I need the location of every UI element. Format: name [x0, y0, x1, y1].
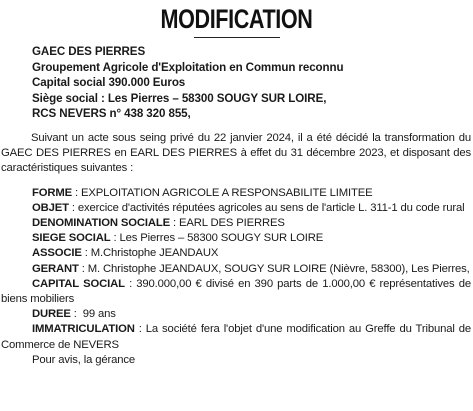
item-key: OBJET — [32, 201, 69, 214]
item-siege: SIEGE SOCIAL : Les Pierres – 58300 SOUGY SUR LOIRE — [32, 232, 324, 245]
item-value: M.Christophe JEANDAUX — [90, 247, 219, 260]
company-form: Groupement Agricole d'Exploitation en Commun reconnu — [32, 60, 344, 74]
title-underline — [194, 37, 280, 38]
item-associe: ASSOCIE : M.Christophe JEANDAUX — [32, 247, 219, 260]
item-key: ASSOCIE — [32, 247, 82, 260]
item-key: DUREE — [32, 308, 71, 321]
item-key: DENOMINATION SOCIALE — [32, 217, 171, 230]
item-key: GERANT — [32, 262, 79, 275]
closing-signature: Pour avis, la gérance — [32, 353, 135, 366]
item-key: SIEGE SOCIAL — [32, 232, 111, 245]
item-objet: OBJET : exercice d'activités réputées agricoles au sens de l'article L. 311-1 du code rural — [32, 201, 465, 214]
company-capital: Capital social 390.000 Euros — [32, 76, 186, 90]
item-value: exercice d'activités réputées agricoles au sens de l'article L. 311-1 du code rural — [77, 201, 465, 214]
intro-paragraph: Suivant un acte sous seing privé du 22 janvier 2024, il a été décidé la transformation du GAEC DES PIERRES en EARL DES PIERRES à effet du 31 décembre 2023, et disposant des caractéristiques suivantes : — [1, 132, 471, 175]
item-key: FORME — [32, 186, 73, 199]
item-value: Les Pierres – 58300 SOUGY SUR LOIRE — [119, 232, 324, 245]
item-immatriculation: IMMATRICULATION : La société fera l'objet d'une modification au Greffe du Tribunal de Commerce de NEVERS — [1, 323, 472, 351]
company-header — [32, 44, 462, 122]
item-denomination: DENOMINATION SOCIALE : EARL DES PIERRES — [32, 217, 285, 230]
item-capital: CAPITAL SOCIAL : 390.000,00 € divisé en 390 parts de 1.000,00 € représentatives de biens mobiliers — [1, 277, 472, 306]
item-forme: FORME : EXPLOITATION AGRICOLE A RESPONSABILITE LIMITEE — [32, 186, 373, 199]
item-value: M. Christophe JEANDAUX, SOUGY SUR LOIRE (Nièvre, 58300), Les Pierres, — [87, 262, 470, 275]
item-value: 390.000,00 € divisé en 390 parts de 1.000,00 € représentatives de biens mobiliers — [1, 277, 472, 306]
company-seat: Siège social : Les Pierres – 58300 SOUGY SUR LOIRE, — [32, 91, 327, 105]
item-duree: DUREE : 99 ans — [32, 308, 116, 321]
item-value: EXPLOITATION AGRICOLE A RESPONSABILITE LIMITEE — [81, 186, 373, 199]
item-key: IMMATRICULATION — [32, 323, 135, 336]
item-value: EARL DES PIERRES — [178, 217, 285, 230]
company-rcs: RCS NEVERS n° 438 320 855, — [32, 107, 191, 121]
item-gerant: GERANT : M. Christophe JEANDAUX, SOUGY SUR LOIRE (Nièvre, 58300), Les Pierres, — [32, 262, 470, 275]
item-key: CAPITAL SOCIAL — [32, 277, 125, 290]
item-value: 99 ans — [82, 308, 116, 321]
notice-body — [1, 131, 471, 368]
item-value: La société fera l'objet d'une modification au Greffe du Tribunal de Commerce de NEVERS — [1, 323, 472, 351]
notice-title: MODIFICATION — [160, 4, 313, 34]
company-name: GAEC DES PIERRES — [32, 45, 146, 58]
